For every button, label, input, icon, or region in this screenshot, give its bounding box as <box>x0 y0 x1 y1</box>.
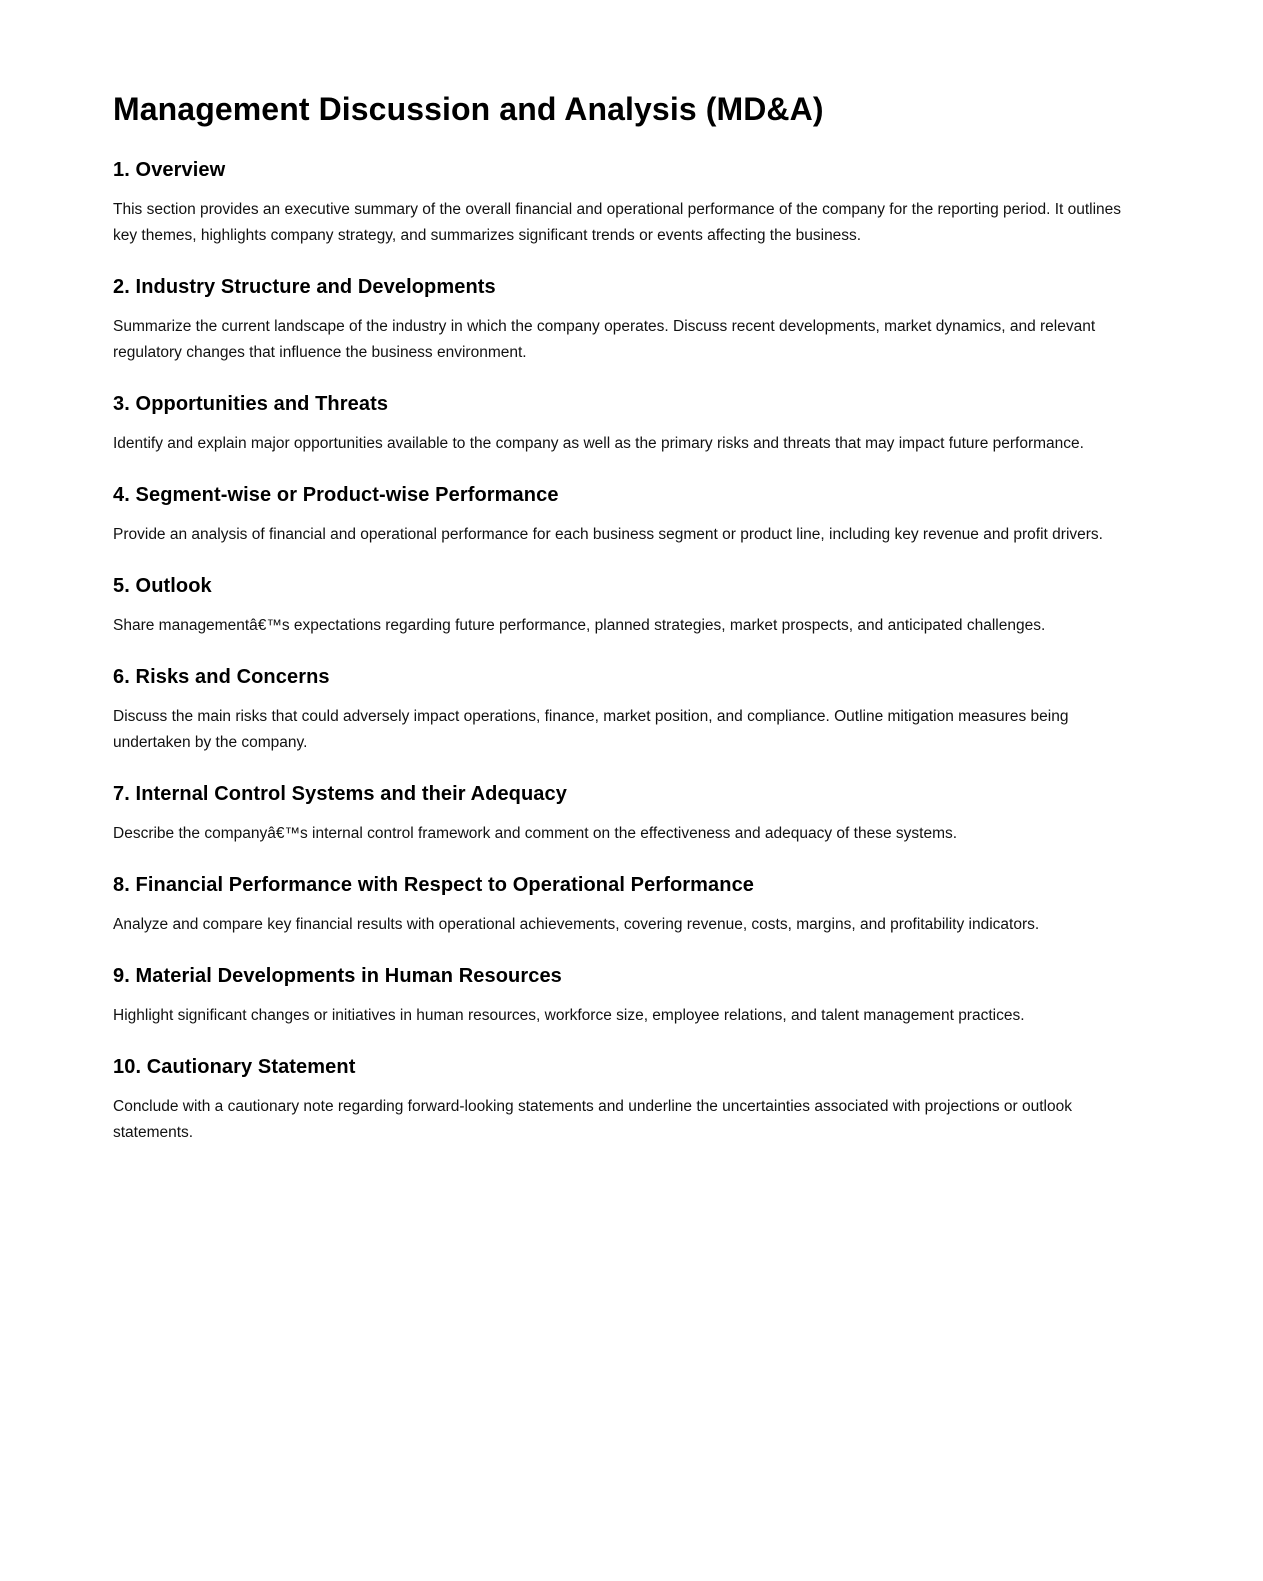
section-body: Describe the companyâ€™s internal control framework and comment on the effectiveness and adequacy of these systems. <box>113 825 958 842</box>
section-cautionary-statement <box>113 1053 1143 1146</box>
section-segment-performance <box>113 481 1143 548</box>
section-body: Analyze and compare key financial results with operational achievements, covering revenue, costs, margins, and profitability indicators. <box>113 916 1040 933</box>
section-industry-structure <box>113 273 1143 366</box>
section-heading: 3. Opportunities and Threats <box>113 393 389 415</box>
section-body: Identify and explain major opportunities available to the company as well as the primary risks and threats that may impact future performance. <box>113 435 1084 452</box>
section-body: Conclude with a cautionary note regarding forward-looking statements and underline the uncertainties associated with projections or outlook statements. <box>113 1098 1072 1141</box>
section-heading: 2. Industry Structure and Developments <box>113 276 496 298</box>
section-heading: 10. Cautionary Statement <box>113 1056 356 1078</box>
section-body: Discuss the main risks that could adversely impact operations, finance, market position, and compliance. Outline mitigation measures being undertaken by the company. <box>113 708 1069 751</box>
section-body: Summarize the current landscape of the industry in which the company operates. Discuss recent developments, market dynamics, and relevant regulatory changes that influence the business environment. <box>113 318 1096 361</box>
section-heading: 7. Internal Control Systems and their Adequacy <box>113 783 567 805</box>
section-human-resources <box>113 962 1143 1029</box>
page-title: Management Discussion and Analysis (MD&A) <box>113 91 824 127</box>
section-heading: 9. Material Developments in Human Resources <box>113 965 562 987</box>
section-opportunities-threats <box>113 390 1143 457</box>
section-risks-concerns <box>113 663 1143 756</box>
section-outlook <box>113 572 1143 639</box>
section-internal-control <box>113 780 1143 847</box>
section-body: Share managementâ€™s expectations regarding future performance, planned strategies, market prospects, and anticipated challenges. <box>113 617 1046 634</box>
section-heading: 4. Segment-wise or Product-wise Performance <box>113 484 559 506</box>
section-list <box>113 156 1143 1146</box>
section-heading: 1. Overview <box>113 159 226 181</box>
section-heading: 8. Financial Performance with Respect to Operational Performance <box>113 874 755 896</box>
section-heading: 6. Risks and Concerns <box>113 666 330 688</box>
section-body: Highlight significant changes or initiatives in human resources, workforce size, employee relations, and talent management practices. <box>113 1007 1025 1024</box>
section-overview <box>113 156 1143 249</box>
section-heading: 5. Outlook <box>113 575 212 597</box>
section-financial-performance <box>113 871 1143 938</box>
section-body: Provide an analysis of financial and operational performance for each business segment or product line, including key revenue and profit drivers. <box>113 526 1103 543</box>
section-body: This section provides an executive summary of the overall financial and operational performance of the company for the reporting period. It outlines key themes, highlights company strategy, and summarizes significant trends or events affecting the business. <box>113 201 1122 244</box>
